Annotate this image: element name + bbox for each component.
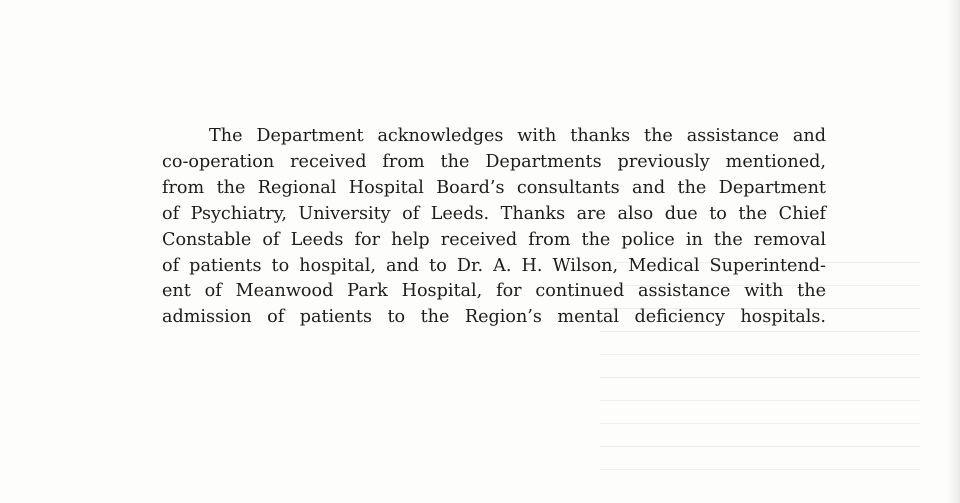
paragraph-line: ent of Meanwood Park Hospital, for continued assistance with the xyxy=(162,281,826,302)
paragraph-line: from the Regional Hospital Board’s consultants and the Department xyxy=(162,177,826,198)
paragraph-line: co-operation received from the Departments previously mentioned, xyxy=(162,151,826,172)
page-edge-shadow xyxy=(946,0,960,503)
paragraph-line: of Psychiatry, University of Leeds. Thanks are also due to the Chief xyxy=(162,203,826,224)
paragraph-line: The Department acknowledges with thanks the assistance and xyxy=(209,126,826,146)
paragraph-line: of patients to hospital, and to Dr. A. H. Wilson, Medical Superintend- xyxy=(162,255,826,276)
paragraph-line: Constable of Leeds for help received from the police in the removal xyxy=(162,229,826,250)
paragraph-line: admission of patients to the Region’s mental deficiency hospitals. xyxy=(162,307,826,328)
acknowledgement-paragraph xyxy=(162,124,826,331)
